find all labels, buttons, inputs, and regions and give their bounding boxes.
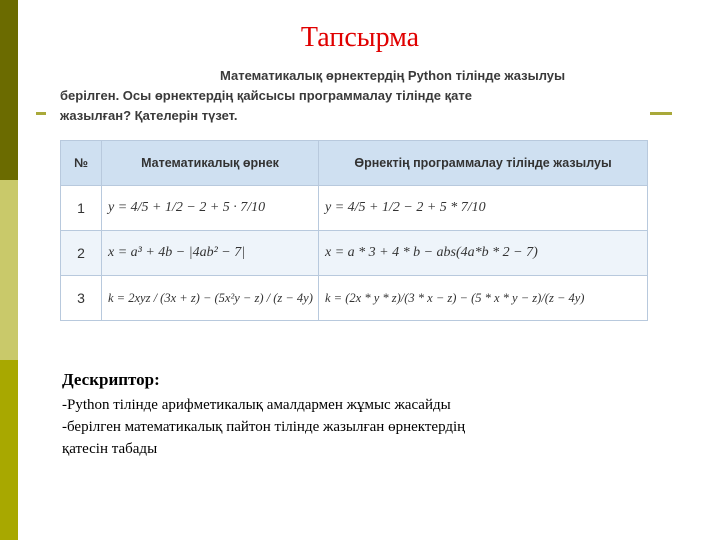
prompt-line: берілген. Осы өрнектердің қайсысы программалау тілінде қате (60, 88, 472, 103)
python-expression: y = 4/5 + 1/2 − 2 + 5 * 7/10 (319, 186, 648, 231)
prompt-line: Математикалық өрнектердің Python тілінде жазылуы (220, 68, 566, 83)
sidebar-decoration (0, 0, 18, 540)
descriptor-block (62, 370, 662, 460)
row-number: 3 (61, 276, 102, 321)
sidebar-band-mid (0, 360, 18, 540)
expressions-table (60, 140, 648, 321)
row-number: 1 (61, 186, 102, 231)
sidebar-band-light (0, 180, 18, 360)
slide-title: Тапсырма (300, 22, 420, 53)
descriptor-heading: Дескриптор: (62, 370, 160, 389)
descriptor-line: -Python тілінде арифметикалық амалдармен жұмыс жасайды (62, 397, 451, 413)
math-expression: k = 2xyz / (3x + z) − (5x²y − z) / (z − 4y) (102, 276, 319, 321)
table-row (61, 186, 648, 231)
decorative-line-right (650, 112, 672, 115)
python-expression: x = a * 3 + 4 * b − abs(4a*b * 2 − 7) (319, 231, 648, 276)
prompt-line: жазылған? Қателерін түзет. (60, 108, 238, 123)
table-row (61, 231, 648, 276)
math-expression: y = 4/5 + 1/2 − 2 + 5 · 7/10 (102, 186, 319, 231)
descriptor-line: қатесін табады (62, 441, 158, 457)
row-number: 2 (61, 231, 102, 276)
header-number: № (61, 141, 102, 186)
python-expression: k = (2x * y * z)/(3 * x − z) − (5 * x * y − z)/(z − 4y) (319, 276, 648, 321)
table-row (61, 276, 648, 321)
math-expression: x = a³ + 4b − |4ab² − 7| (102, 231, 319, 276)
task-prompt (60, 66, 650, 126)
header-math: Математикалық өрнек (102, 141, 319, 186)
descriptor-line: -берілген математикалық пайтон тілінде жазылған өрнектердің (62, 419, 466, 435)
header-code: Өрнектің программалау тілінде жазылуы (319, 141, 648, 186)
table-header-row (61, 141, 648, 186)
